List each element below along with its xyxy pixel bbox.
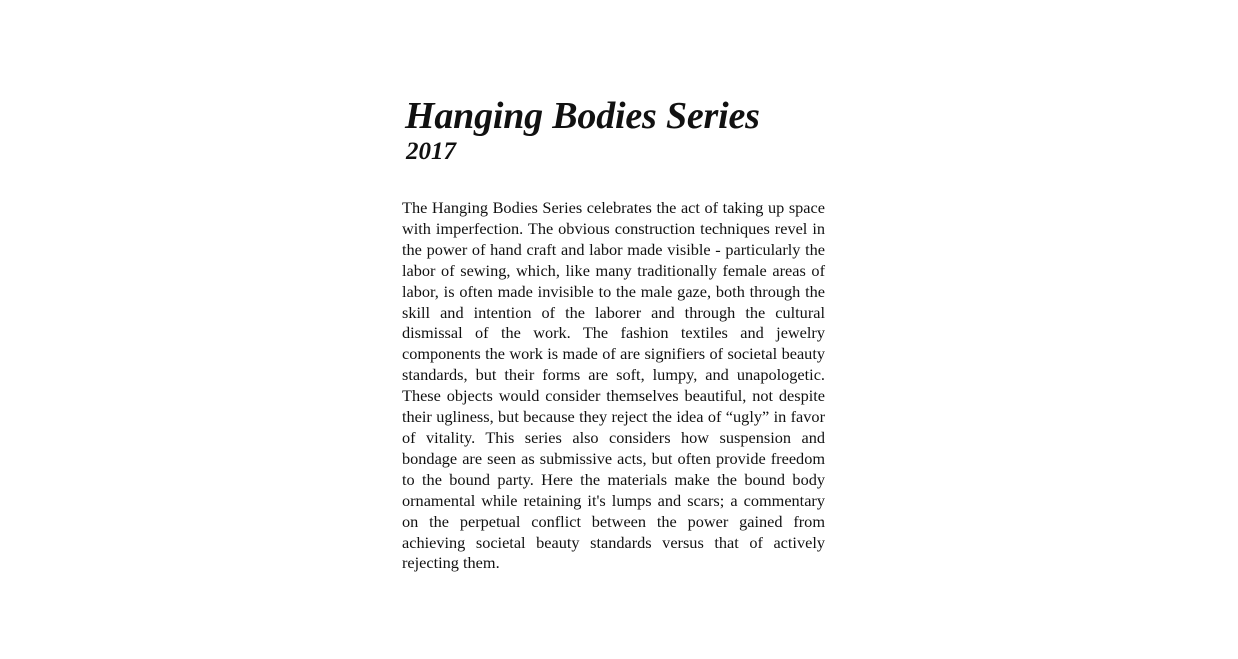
year-label: 2017 — [406, 138, 456, 165]
page-title: Hanging Bodies Series — [405, 95, 760, 137]
title-block — [405, 92, 845, 164]
description-paragraph: The Hanging Bodies Series celebrates the act of taking up space with imperfection. The obvious construction techniques revel in the power of hand craft and labor made visible - particularly the labor of sewing, which, like many traditionally female areas of labor, is often made invisible to the male gaze, both through the skill and intention of the laborer and through the cultural dismissal of the work. The fashion textiles and jewelry components the work is made of are signifiers of societal beauty standards, but their forms are soft, lumpy, and unapologetic. These objects would consider themselves beautiful, not despite their ugliness, but because they reject the idea of “ugly” in favor of vitality. This series also considers how suspension and bondage are seen as submissive acts, but often provide freedom to the bound party. Here the materials make the bound body ornamental while retaining it's lumps and scars; a commentary on the perpetual conflict between the power gained from achieving societal beauty standards versus that of actively rejecting them. — [402, 198, 825, 573]
